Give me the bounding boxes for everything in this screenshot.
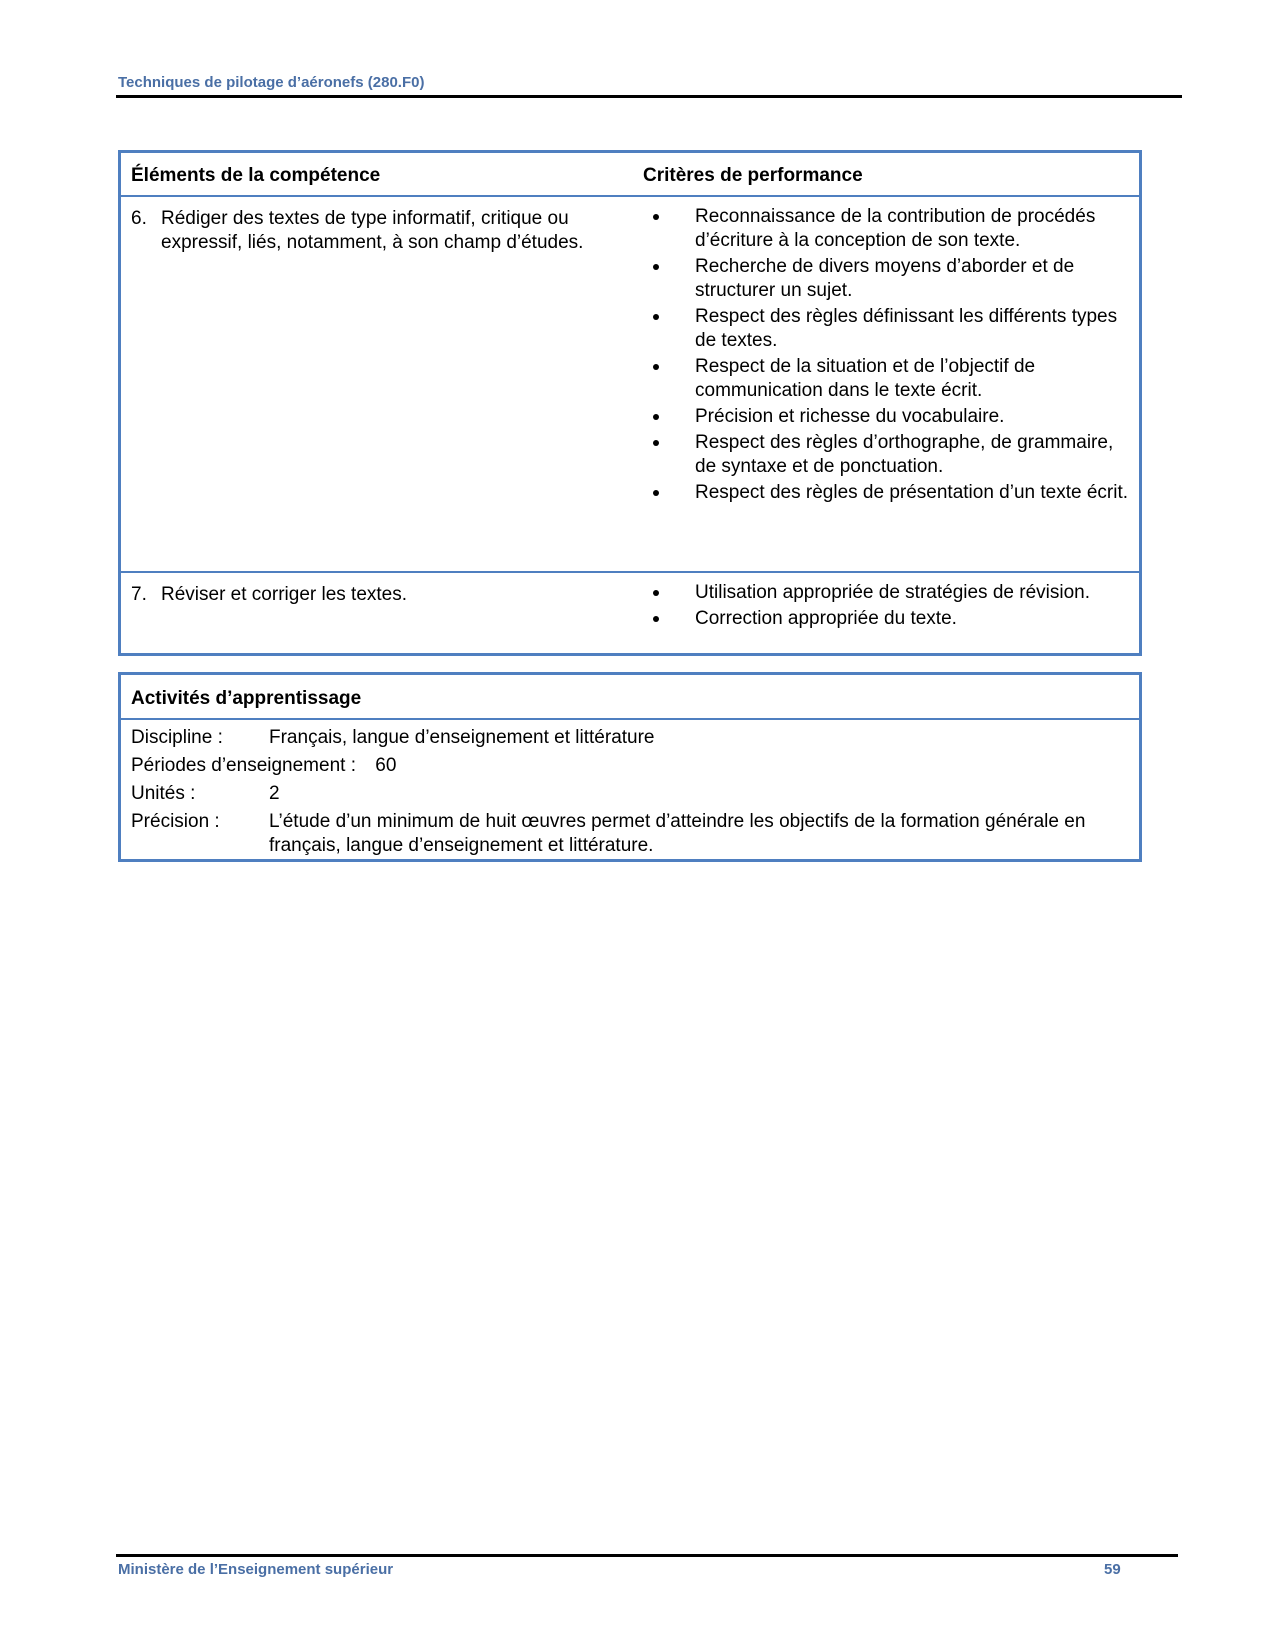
running-header: Techniques de pilotage d’aéronefs (280.F0) xyxy=(118,74,425,91)
element-cell xyxy=(131,207,651,255)
activites-table xyxy=(118,672,1142,862)
criterion-text: Respect de la situation et de l’objectif de communication dans le texte écrit. xyxy=(695,356,1036,401)
element-cell xyxy=(131,583,651,607)
list-item xyxy=(653,255,1133,303)
criterion-text: Correction appropriée du texte. xyxy=(695,608,957,629)
list-item xyxy=(653,405,1133,429)
bullet-icon xyxy=(653,616,659,622)
unites-label: Unités : xyxy=(131,783,196,804)
page-number: 59 xyxy=(1104,1561,1121,1578)
criteria-cell xyxy=(653,205,1133,505)
activites-title: Activités d’apprentissage xyxy=(131,688,362,709)
criterion-text: Utilisation appropriée de stratégies de révision. xyxy=(695,582,1090,603)
footer-ministry: Ministère de l’Enseignement supérieur xyxy=(118,1561,394,1578)
criterion-text: Respect des règles définissant les différents types de textes. xyxy=(695,306,1118,351)
bullet-icon xyxy=(653,590,659,596)
activites-header-row xyxy=(121,675,1139,718)
criterion-text: Recherche de divers moyens d’aborder et de structurer un sujet. xyxy=(695,256,1075,301)
list-item xyxy=(653,305,1133,353)
activites-body xyxy=(121,718,1139,861)
element-number: 7. xyxy=(131,584,147,605)
criterion-text: Respect des règles d’orthographe, de grammaire, de syntaxe et de ponctuation. xyxy=(695,432,1114,477)
periodes-label: Périodes d’enseignement : xyxy=(131,755,356,776)
list-item xyxy=(653,607,1133,631)
bullet-icon xyxy=(653,414,659,420)
col-header-elements: Éléments de la compétence xyxy=(131,165,381,186)
bullet-icon xyxy=(653,264,659,270)
bullet-icon xyxy=(653,440,659,446)
col-header-criteres: Critères de performance xyxy=(643,165,863,186)
header-rule xyxy=(116,95,1182,98)
criteria-cell xyxy=(653,581,1133,631)
discipline-label: Discipline : xyxy=(131,727,223,748)
bullet-icon xyxy=(653,364,659,370)
criterion-text: Précision et richesse du vocabulaire. xyxy=(695,406,1005,427)
bullet-icon xyxy=(653,314,659,320)
competence-table xyxy=(118,150,1142,656)
criterion-text: Respect des règles de présentation d’un texte écrit. xyxy=(695,482,1129,503)
list-item xyxy=(653,355,1133,403)
element-text: Réviser et corriger les textes. xyxy=(161,584,408,605)
table-row xyxy=(121,571,1139,655)
precision-value: L’étude d’un minimum de huit œuvres permet d’atteindre les objectifs de la formation générale en français, langue d’enseignement et littérature. xyxy=(269,811,1086,856)
list-item xyxy=(653,581,1133,605)
discipline-line xyxy=(131,726,1131,750)
precision-label: Précision : xyxy=(131,811,220,832)
bullet-icon xyxy=(653,490,659,496)
periodes-value: 60 xyxy=(375,755,397,776)
precision-line xyxy=(131,810,1131,856)
unites-line xyxy=(131,782,1131,806)
discipline-value: Français, langue d’enseignement et littérature xyxy=(269,727,655,748)
footer-rule xyxy=(116,1554,1178,1557)
bullet-icon xyxy=(653,214,659,220)
list-item xyxy=(653,431,1133,479)
list-item xyxy=(653,205,1133,253)
unites-value: 2 xyxy=(269,783,280,804)
table-header-row xyxy=(121,153,1139,195)
periodes-line xyxy=(131,754,1131,778)
element-text: Rédiger des textes de type informatif, critique ou expressif, liés, notamment, à son champ d’études. xyxy=(161,208,584,253)
table-row xyxy=(121,195,1139,571)
list-item xyxy=(653,481,1133,505)
criterion-text: Reconnaissance de la contribution de procédés d’écriture à la conception de son texte. xyxy=(695,206,1096,251)
element-number: 6. xyxy=(131,208,147,229)
